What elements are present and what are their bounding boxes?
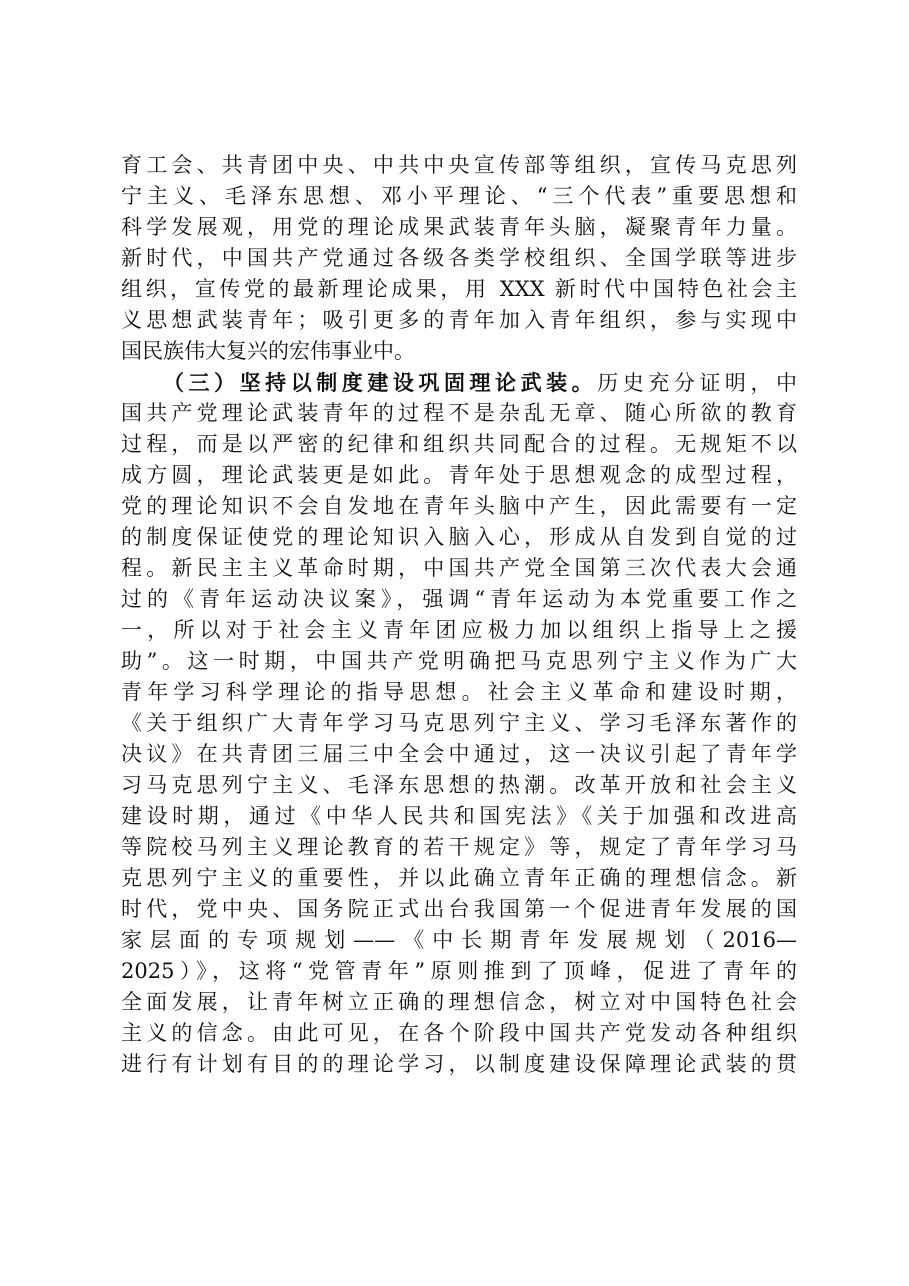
text-line: 家层面的专项规划——《中长期青年发展规划（2016— xyxy=(121,928,797,952)
text-line: 克思列宁主义的重要性，并以此确立青年正确的理想信念。新 xyxy=(121,866,797,890)
text-line: 《关于组织广大青年学习马克思列宁主义、学习毛泽东著作的 xyxy=(121,711,797,735)
text-line: 过的《青年运动决议案》，强调“青年运动为本党重要工作之 xyxy=(121,587,797,611)
text-line: 义思想武装青年；吸引更多的青年加入青年组织，参与实现中 xyxy=(121,308,797,332)
text-line: 全面发展，让青年树立正确的理想信念，树立对中国特色社会 xyxy=(121,990,797,1014)
text-line: 程。新民主主义革命时期，中国共产党全国第三次代表大会通 xyxy=(121,556,797,580)
section-heading: （三）坚持以制度建设巩固理论武装。 xyxy=(163,370,598,395)
text-line: 一，所以对于社会主义青年团应极力加以组织上指导上之援 xyxy=(121,618,797,642)
paragraph-1 xyxy=(121,150,797,367)
text-line: 党的理论知识不会自发地在青年头脑中产生，因此需要有一定 xyxy=(121,494,797,518)
text-line: 2025）》，这将“党管青年”原则推到了顶峰，促进了青年的 xyxy=(121,959,797,983)
text-line: 的制度保证使党的理论知识入脑入心，形成从自发到自觉的过 xyxy=(121,525,797,549)
body-text xyxy=(121,150,797,1080)
text-line: 主义的信念。由此可见，在各个阶段中国共产党发动各种组织 xyxy=(121,1021,797,1045)
text-line: 决议》在共青团三届三中全会中通过，这一决议引起了青年学 xyxy=(121,742,797,766)
text-line: 等院校马列主义理论教育的若干规定》等，规定了青年学习马 xyxy=(121,835,797,859)
paragraph-2 xyxy=(121,367,797,1080)
text-line: 青年学习科学理论的指导思想。社会主义革命和建设时期， xyxy=(121,680,797,704)
paragraph-first-line xyxy=(121,367,797,398)
text-line: 习马克思列宁主义、毛泽东思想的热潮。改革开放和社会主义 xyxy=(121,773,797,797)
text-line: 成方圆，理论武装更是如此。青年处于思想观念的成型过程， xyxy=(121,463,797,487)
text-line: 育工会、共青团中央、中共中央宣传部等组织，宣传马克思列 xyxy=(121,153,797,177)
heading-line-rest: 历史充分证明，中 xyxy=(597,371,797,395)
text-line: 国民族伟大复兴的宏伟事业中。 xyxy=(121,339,415,363)
text-line: 国共产党理论武装青年的过程不是杂乱无章、随心所欲的教育 xyxy=(121,401,797,425)
text-line: 建设时期，通过《中华人民共和国宪法》《关于加强和改进高 xyxy=(121,804,797,828)
text-line: 进行有计划有目的的理论学习，以制度建设保障理论武装的贯 xyxy=(121,1052,797,1076)
text-line: 组织，宣传党的最新理论成果，用 XXX 新时代中国特色社会主 xyxy=(121,277,797,301)
text-line: 助”。这一时期，中国共产党明确把马克思列宁主义作为广大 xyxy=(121,649,797,673)
text-line: 过程，而是以严密的纪律和组织共同配合的过程。无规矩不以 xyxy=(121,432,797,456)
text-line: 宁主义、毛泽东思想、邓小平理论、“三个代表”重要思想和 xyxy=(121,184,797,208)
text-line: 时代，党中央、国务院正式出台我国第一个促进青年发展的国 xyxy=(121,897,797,921)
text-line: 新时代，中国共产党通过各级各类学校组织、全国学联等进步 xyxy=(121,246,797,270)
text-line: 科学发展观，用党的理论成果武装青年头脑，凝聚青年力量。 xyxy=(121,215,797,239)
